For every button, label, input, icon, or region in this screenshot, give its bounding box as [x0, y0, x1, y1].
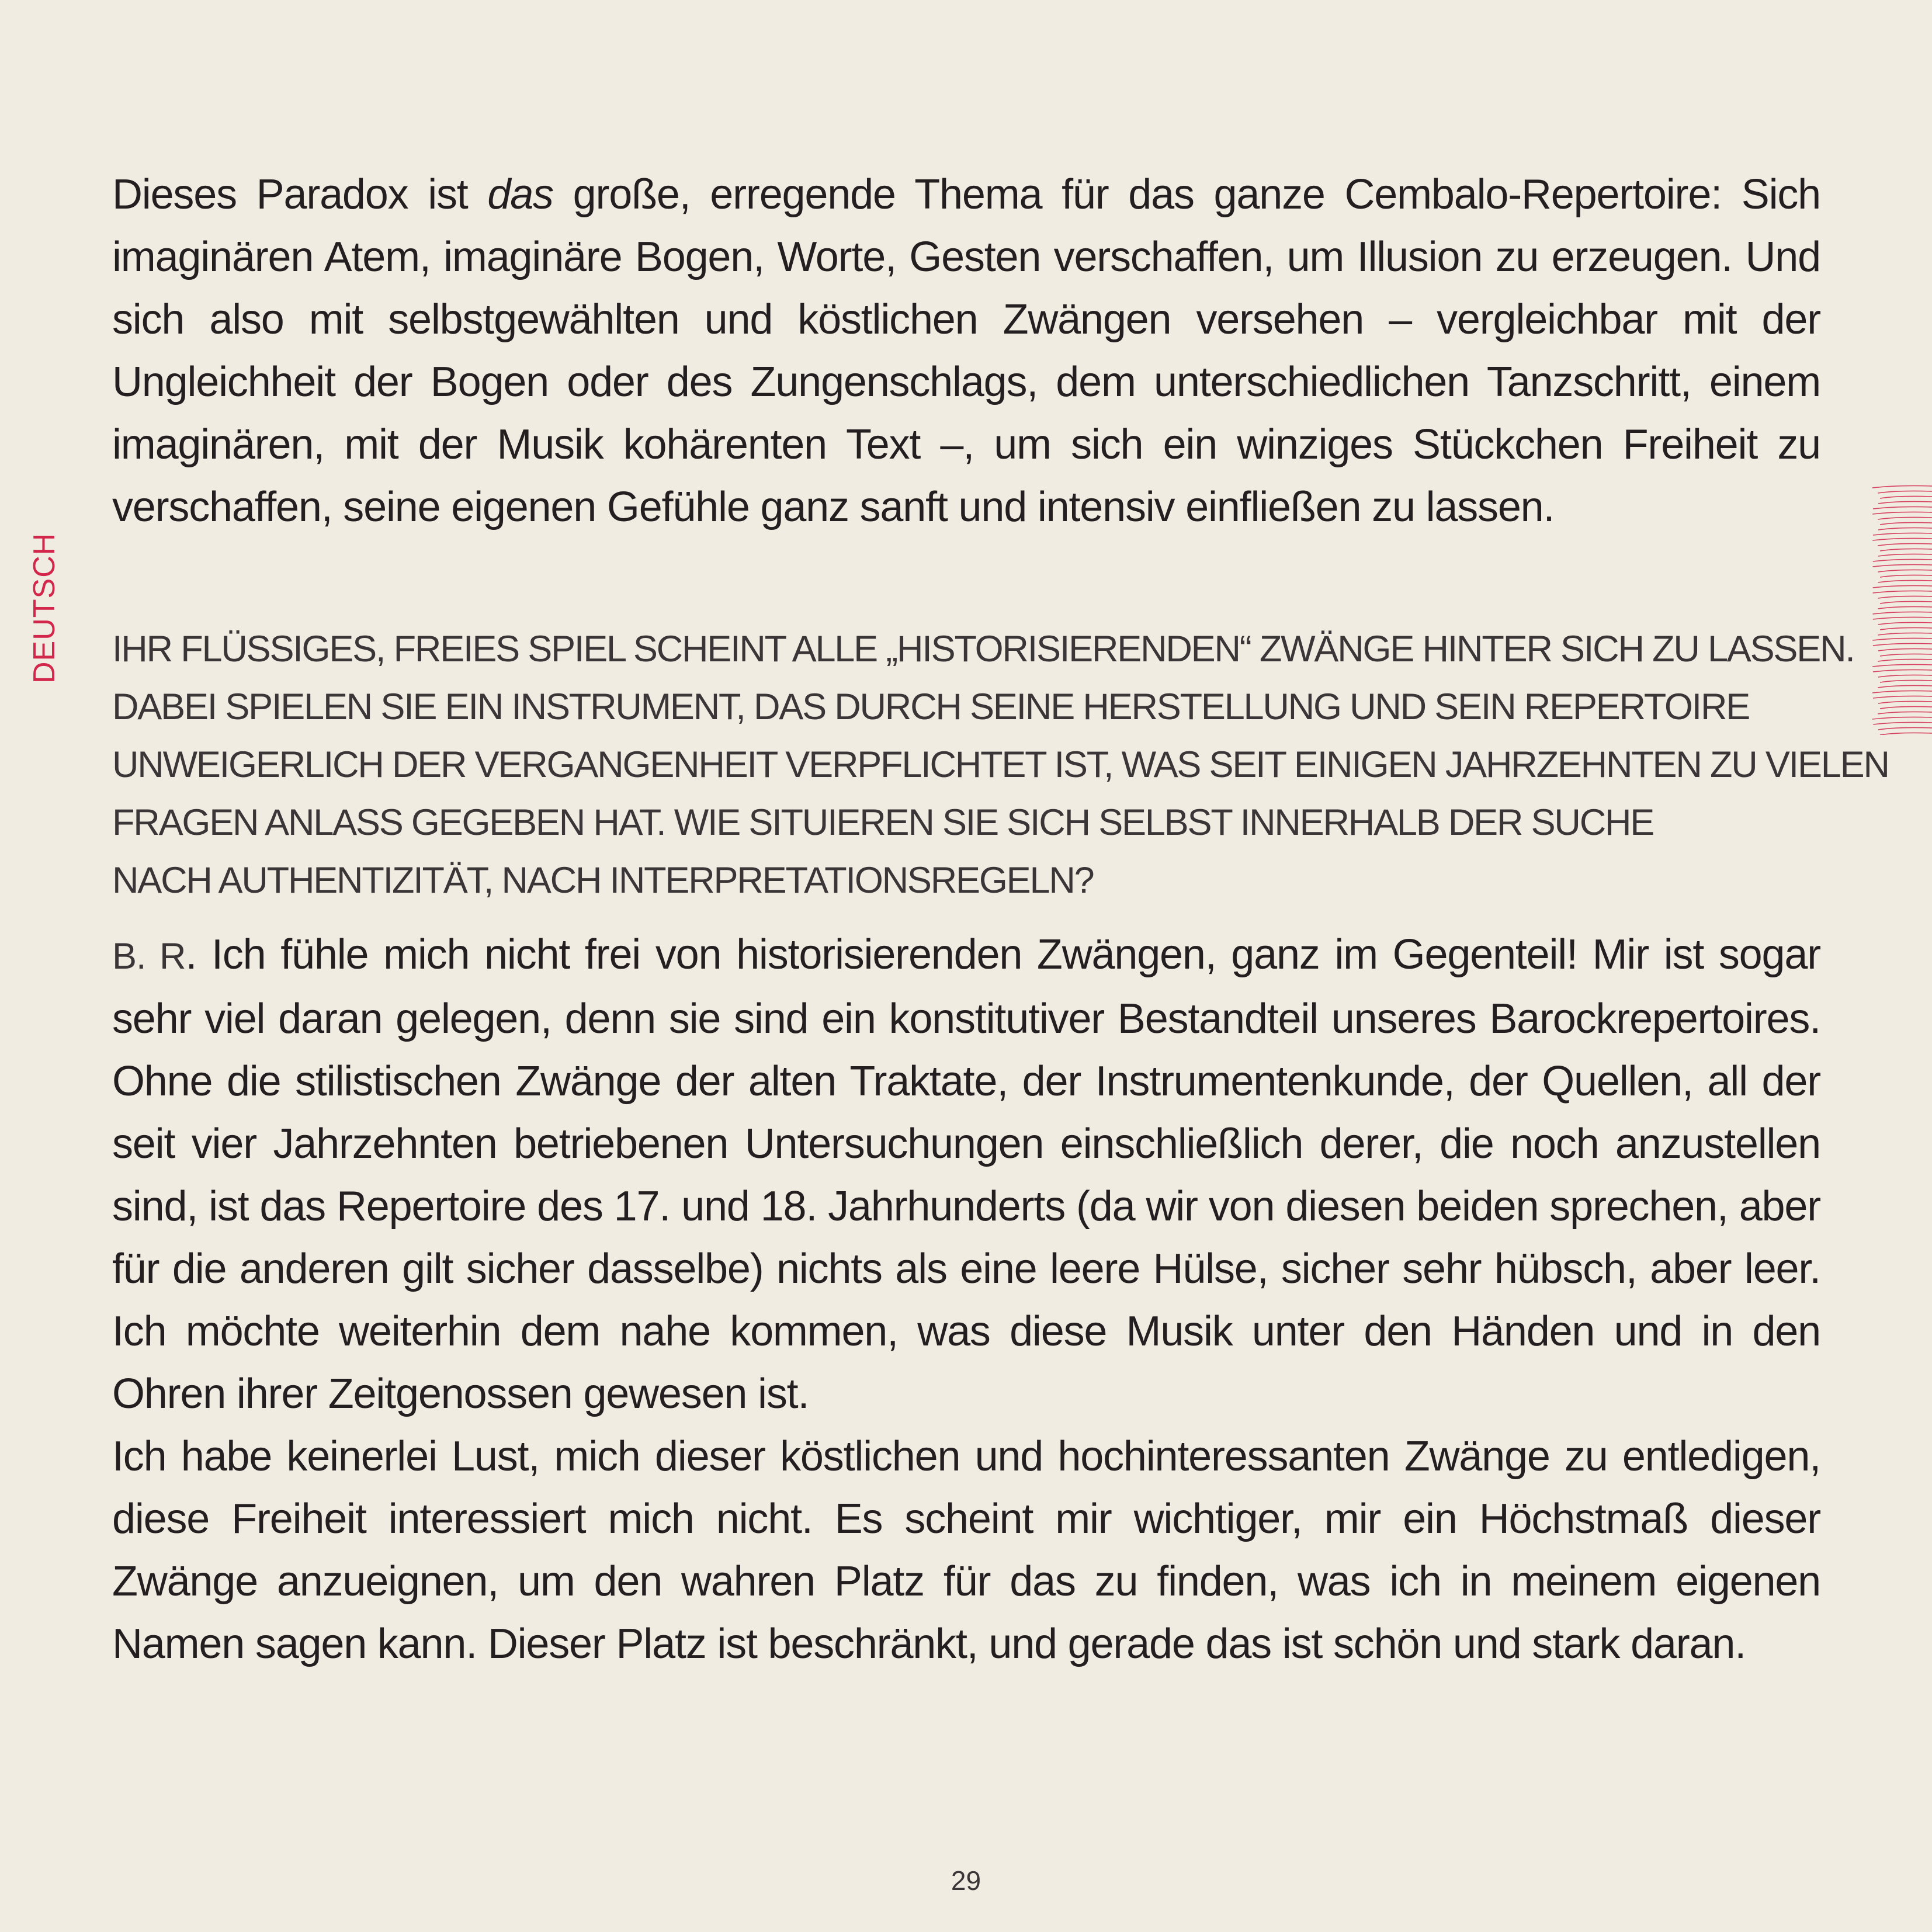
hatch-pattern: [1864, 484, 1932, 735]
question-line: IHR FLÜSSIGES, FREIES SPIEL SCHEINT ALLE „HISTORISIERENDEN“ ZWÄNGE HINTER SICH ZU LASSEN.: [112, 629, 1854, 670]
page-number: 29: [951, 1865, 981, 1896]
hatch-line: [1872, 717, 1932, 719]
hatch-line: [1873, 533, 1932, 535]
hatch-line: [1873, 670, 1932, 672]
hatch-line: [1880, 575, 1932, 577]
question-line: DABEI SPIELEN SIE EIN INSTRUMENT, DAS DURCH SEINE HERSTELLUNG UND SEIN REPERTOIRE: [112, 686, 1750, 727]
hatch-line: [1880, 654, 1932, 656]
hatch-line: [1878, 491, 1932, 493]
hatch-line: [1873, 617, 1932, 619]
hatch-line: [1873, 643, 1932, 646]
question-line: UNWEIGERLICH DER VERGANGENHEIT VERPFLICHTET IST, WAS SEIT EINIGEN JAHRZEHNTEN ZU VIELEN: [112, 744, 1889, 785]
hatch-line: [1873, 722, 1932, 724]
hatch-line: [1872, 512, 1932, 514]
hatch-line: [1878, 675, 1932, 677]
hatch-line: [1873, 585, 1932, 588]
hatch-line: [1873, 559, 1932, 561]
hatch-line: [1873, 591, 1932, 593]
hatch-line: [1878, 528, 1932, 530]
hatch-line: [1878, 517, 1932, 519]
answer-paragraph: Ich habe keinerlei Lust, mich dieser köstlichen und hochinteressanten Zwänge zu entledigen, diese Freiheit interessiert mich nicht. Es scheint mir wichtiger, mir ein Höchstmaß dieser Zwänge anzueignen, um den wahren Platz für das zu finden, was ich in meinem eigenen Namen sagen kann. Dieser Platz ist beschränkt, und gerade das ist schön und stark daran.: [112, 1433, 1820, 1667]
hatch-line: [1878, 554, 1932, 556]
hatch-line: [1878, 727, 1932, 730]
hatch-line: [1880, 680, 1932, 682]
hatch-line: [1878, 633, 1932, 635]
hatch-line: [1880, 522, 1932, 525]
hatch-line: [1880, 601, 1932, 603]
hatch-line: [1872, 538, 1932, 540]
hatch-line: [1872, 691, 1932, 693]
hatch-line: [1878, 501, 1932, 504]
hatch-line: [1878, 570, 1932, 572]
hatch-line: [1878, 701, 1932, 703]
intro-paragraph: [112, 164, 1820, 539]
language-label: DEUTSCH: [27, 532, 61, 684]
answer-text: . Ich fühle mich nicht frei von historisierenden Zwängen, ganz im Gegenteil! Mir ist sogar sehr viel daran gelegen, denn sie sind ein konstitutiver Bestandteil unseres Barockrepertoires. Ohne die stilistischen Zwänge der alten Traktate, der Instrumentenkunde, der Quellen, all der seit vier Jahrzehnten betriebenen Untersuchungen einschließlich derer, die noch anzustellen sind, ist das Repertoire des 17. und 18. Jahrhunderts (da wir von diesen beiden sprechen, aber für die anderen gilt sicher dasselbe) nichts als eine leere Hülse, sicher sehr hübsch, aber leer. Ich möchte weiterhin dem nahe kommen, was diese Musik unter den Händen und in den Ohren ihrer Zeitgenossen gewesen ist.: [112, 931, 1820, 1417]
hatch-line: [1878, 659, 1932, 661]
intro-text-rest: große, erregende Thema für das ganze Cembalo-Repertoire: Sich imaginären Atem, imaginäre Bogen, Worte, Gesten verschaffen, um Illusion zu erzeugen. Und sich also mit selbstgewählten und köstlichen Zwängen versehen – vergleichbar mit der Ungleichheit der Bogen oder des Zungenschlags, dem unterschiedlichen Tanzschritt, einem imaginären, mit der Musik kohärenten Text –, um sich ein winziges Stückchen Freiheit zu verschaffen, seine eigenen Gefühle ganz sanft und intensiv einfließen zu lassen.: [112, 171, 1821, 530]
hatch-line: [1872, 638, 1932, 640]
language-tab: [1864, 484, 1932, 735]
hatch-line: [1872, 485, 1932, 488]
hatch-line: [1878, 685, 1932, 688]
hatch-line: [1880, 549, 1932, 551]
hatch-line: [1878, 596, 1932, 598]
hatch-line: [1880, 496, 1932, 498]
hatch-line: [1880, 627, 1932, 630]
question-line: FRAGEN ANLASS GEGEBEN HAT. WIE SITUIEREN SIE SICH SELBST INNERHALB DER SUCHE: [112, 802, 1654, 843]
question-line: NACH AUTHENTIZITÄT, NACH INTERPRETATIONSREGELN?: [112, 860, 1094, 901]
answer-paragraph: [112, 924, 1820, 1425]
interview-answer: [112, 924, 1820, 1676]
hatch-line: [1872, 564, 1932, 567]
hatch-line: [1873, 507, 1932, 509]
speaker-initials: B. R: [112, 936, 186, 977]
hatch-line: [1878, 606, 1932, 609]
intro-emphasis: das: [487, 171, 553, 218]
hatch-line: [1880, 706, 1932, 709]
hatch-line: [1878, 622, 1932, 625]
hatch-line: [1872, 664, 1932, 667]
hatch-line: [1878, 580, 1932, 582]
hatch-line: [1878, 712, 1932, 714]
interview-question: [112, 620, 1889, 910]
hatch-line: [1873, 696, 1932, 698]
hatch-line: [1878, 543, 1932, 546]
hatch-line: [1872, 612, 1932, 614]
hatch-line: [1880, 733, 1932, 735]
hatch-line: [1878, 648, 1932, 651]
intro-text-start: Dieses Paradox ist: [112, 171, 488, 218]
